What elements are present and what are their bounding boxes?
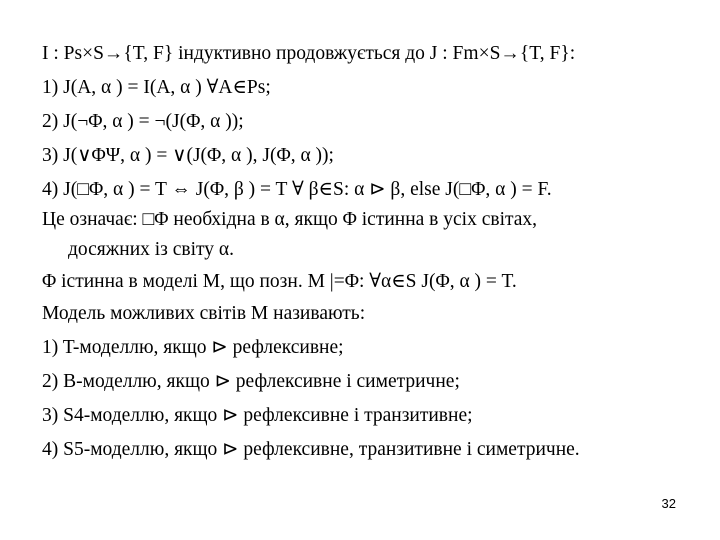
truth-in-model-line: Φ істинна в моделі M, що позн. M |=Φ: ∀α∈S J(Φ, α ) = T. xyxy=(42,271,517,292)
rule-2-line: 2) J(¬Φ, α ) = ¬(J(Φ, α )); xyxy=(42,111,244,132)
model-b-line: 2) B-моделлю, якщо ⊳ рефлексивне і симетричне; xyxy=(42,371,460,392)
necessity-explanation-continuation: досяжних із світу α. xyxy=(68,239,235,260)
page-number: 32 xyxy=(661,496,676,511)
rule-1-line: 1) J(A, α ) = I(A, α ) ∀A∈Ps; xyxy=(42,77,271,98)
rule-4-line: 4) J(□Φ, α ) = T ⇔ J(Φ, β ) = T ∀ β∈S: α ⊳ β, else J(□Φ, α ) = F. xyxy=(42,179,552,200)
model-t-line: 1) T-моделлю, якщо ⊳ рефлексивне; xyxy=(42,337,344,358)
model-s5-line: 4) S5-моделлю, якщо ⊳ рефлексивне, транзитивне і симетричне. xyxy=(42,439,580,460)
definition-line: I : Ps×S→{T, F} індуктивно продовжується до J : Fm×S→{T, F}: xyxy=(42,43,576,64)
model-intro-line: Модель можливих світів M називають: xyxy=(42,303,366,324)
necessity-explanation-line: Це означає: □Φ необхідна в α, якщо Φ істинна в усіх світах, xyxy=(42,209,538,230)
rule-3-line: 3) J(∨ΦΨ, α ) = ∨(J(Φ, α ), J(Φ, α )); xyxy=(42,145,334,166)
model-s4-line: 3) S4-моделлю, якщо ⊳ рефлексивне і транзитивне; xyxy=(42,405,473,426)
